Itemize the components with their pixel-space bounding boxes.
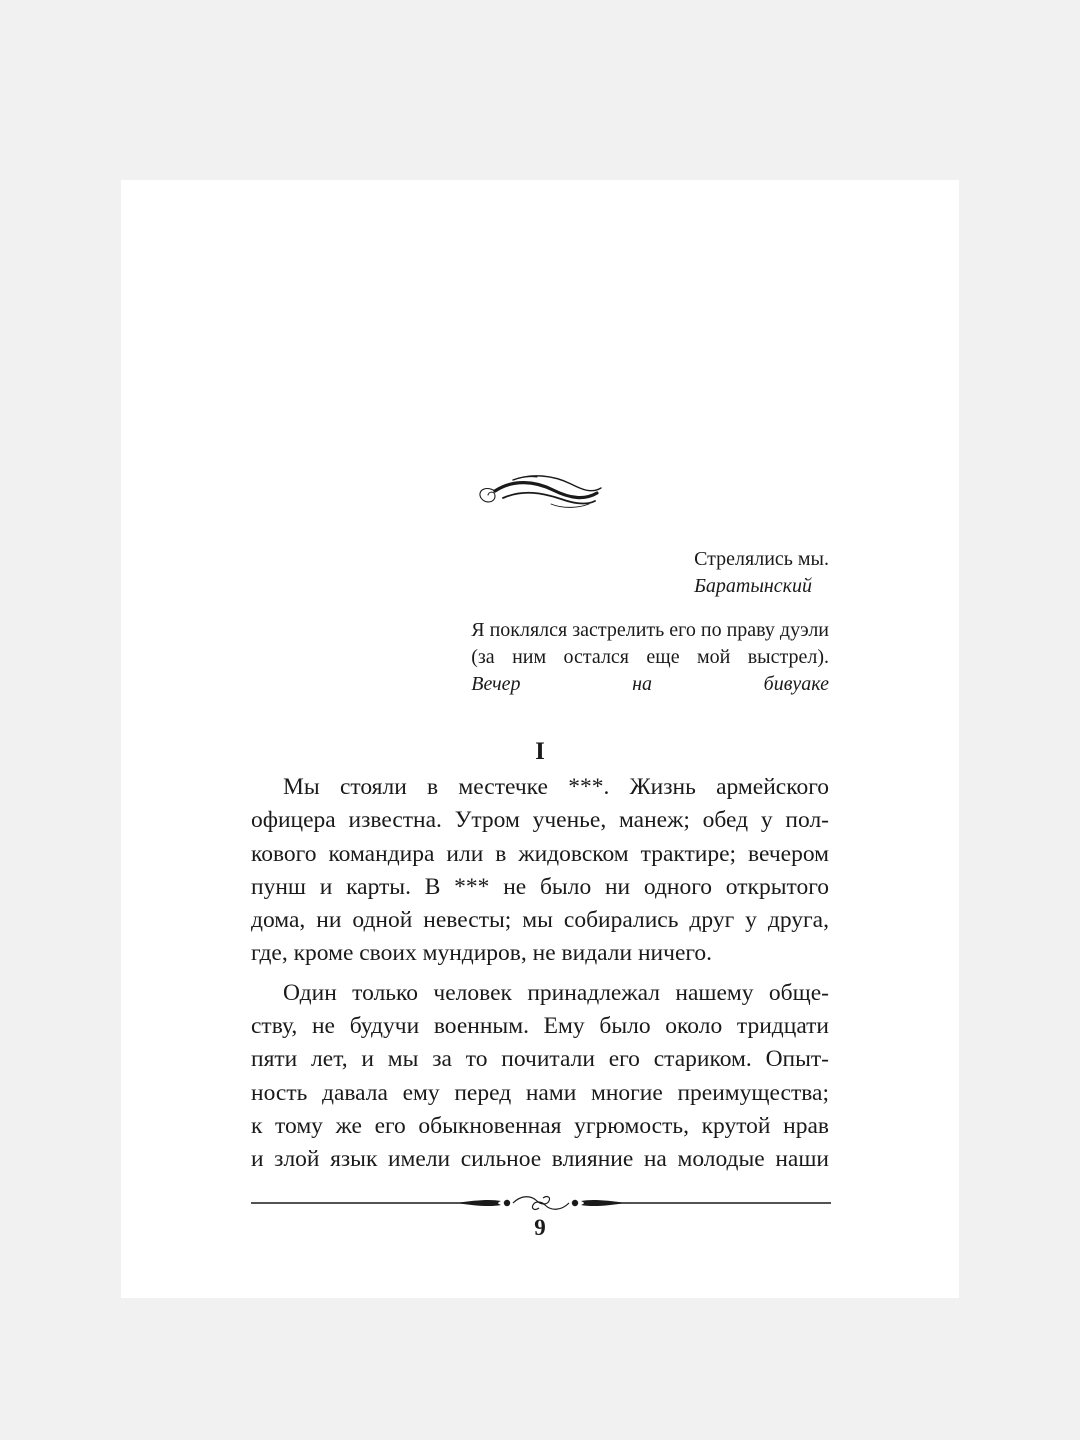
text-line: Мы стояли в местечке ***. Жизнь армейского — [283, 774, 829, 800]
page-number: 9 — [534, 1215, 546, 1240]
text-line: к тому же его обыкновенная угрюмость, крутой нрав — [251, 1112, 829, 1139]
epigraph-line: Я поклялся застрелить его по праву дуэли — [471, 619, 829, 641]
text-line: и злой язык имели сильное влияние на молодые наши — [251, 1146, 829, 1173]
text-line: дома, ни одной невесты; мы собирались друг у друга, — [251, 907, 829, 934]
text-line: кового командира или в жидовском трактире; вечером — [251, 840, 829, 867]
paragraph-2 — [251, 977, 829, 1177]
text-line: пяти лет, и мы за то почитали его стариком. Опыт- — [251, 1046, 829, 1073]
epigraph-line: Стрелялись мы. — [694, 548, 829, 570]
epigraph-author: Баратынский — [694, 575, 813, 597]
book-page — [121, 180, 959, 1298]
footer-rule-ornament-icon — [251, 1191, 831, 1215]
text-line: ству, не будучи военным. Ему было около тридцати — [251, 1013, 829, 1040]
epigraph-author: Вечер на бивуаке — [471, 673, 829, 695]
text-line: ность давала ему перед нами многие преимущества; — [251, 1079, 829, 1106]
text-line: пунш и карты. В *** не было ни одного открытого — [251, 873, 829, 900]
chapter-number: I — [535, 738, 545, 765]
body-text — [251, 771, 829, 1177]
text-line: офицера известна. Утром ученье, манеж; обед у пол- — [251, 807, 829, 834]
text-line: где, кроме своих мундиров, не видали ничего. — [251, 940, 713, 967]
epigraph-1 — [694, 546, 829, 600]
epigraph-2 — [471, 617, 829, 698]
paragraph-1 — [251, 771, 829, 971]
flourish-ornament-icon — [473, 467, 607, 513]
text-line: Один только человек принадлежал нашему обще- — [283, 979, 829, 1006]
epigraph-line: (за ним остался еще мой выстрел). — [471, 646, 829, 668]
